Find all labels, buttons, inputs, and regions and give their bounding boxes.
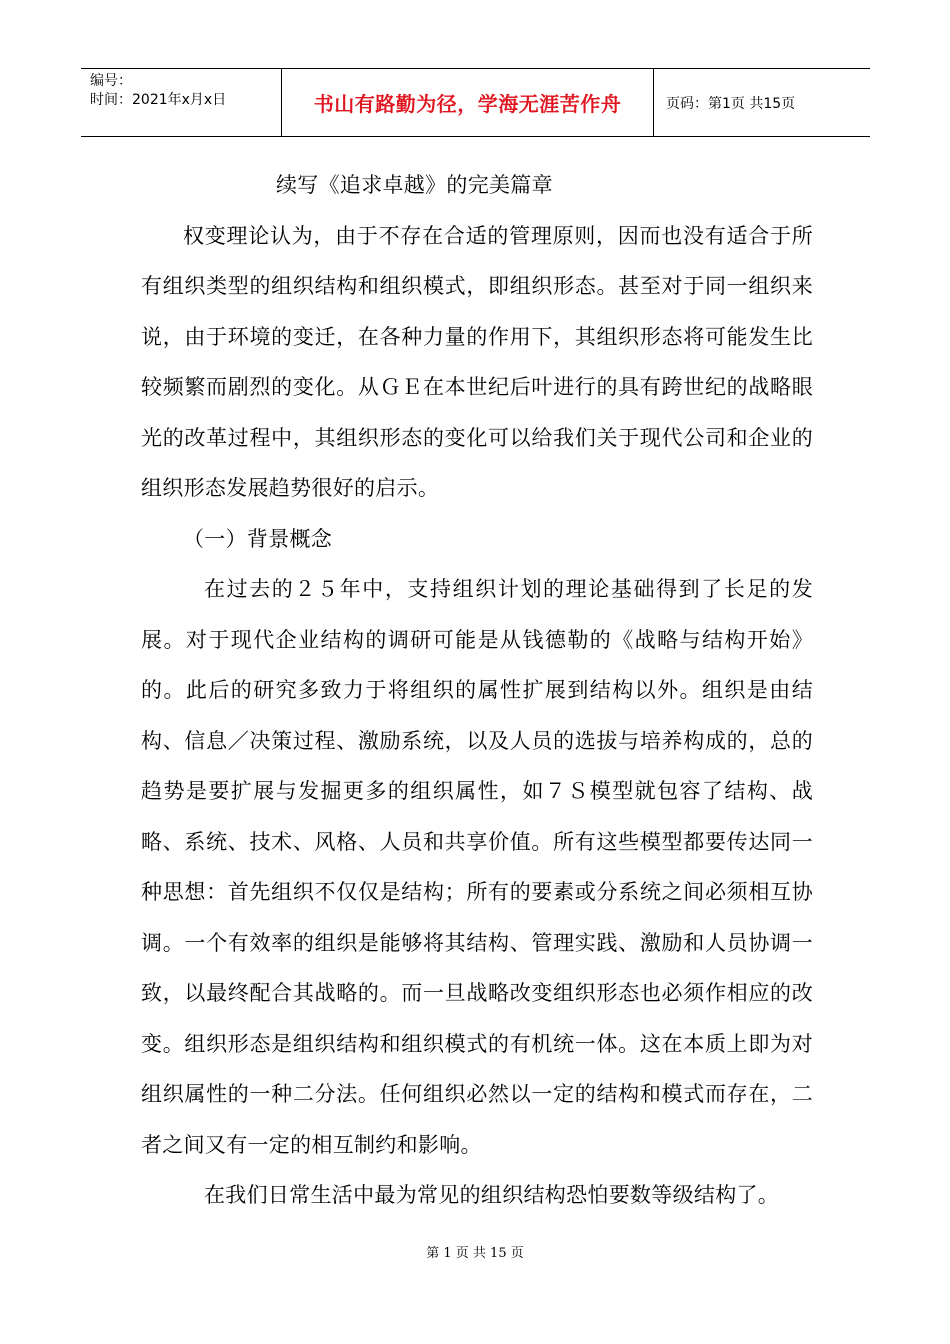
header-motto: 书山有路勤为径，学海无涯苦作舟 [282,69,654,136]
header-page-info: 页码：第1页 共15页 [666,95,796,112]
document-title: 续写《追求卓越》的完美篇章 [276,173,553,197]
number-label: 编号： [90,73,132,89]
paragraph-2: 在过去的２５年中，支持组织计划的理论基础得到了长足的发展。对于现代企业结构的调研可能是从钱德勒的《战略与结构开始》的。此后的研究多致力于将组织的属性扩展到结构以外。组织是由结构、信息／决策过程、激励系统，以及人员的选拔与培养构成的，总的趋势是要扩展与发掘更多的组织属性，如７Ｓ模型就包容了结构、战略、系统、技术、风格、人员和共享价值。所有这些模型都要传达同一种思想：首先组织不仅仅是结构；所有的要素或分系统之间必须相互协调。一个有效率的组织是能够将其结构、管理实践、激励和人员协调一致，以最终配合其战略的。而一旦战略改变组织形态也必须作相应的改变。组织形态是组织结构和组织模式的有机统一体。这在本质上即为对组织属性的一种二分法。任何组织必然以一定的结构和模式而存在，二者之间又有一定的相互制约和影响。 [141,577,813,1157]
time-label: 时间：2021年x月x日 [90,92,227,108]
paragraph-3: 在我们日常生活中最为常见的组织结构恐怕要数等级结构了。 [204,1183,780,1207]
section-heading: （一）背景概念 [183,526,333,551]
header-meta [81,69,282,136]
document-header [81,68,870,137]
document-body [141,160,813,1221]
page-footer: 第 1 页 共 15 页 [426,1246,524,1261]
paragraph-1: 权变理论认为，由于不存在合适的管理原则，因而也没有适合于所有组织类型的组织结构和组织模式，即组织形态。甚至对于同一组织来说，由于环境的变迁，在各种力量的作用下，其组织形态将可能发生比较频繁而剧烈的变化。从ＧＥ在本世纪后叶进行的具有跨世纪的战略眼光的改革过程中，其组织形态的变化可以给我们关于现代公司和企业的组织形态发展趋势很好的启示。 [141,223,813,500]
